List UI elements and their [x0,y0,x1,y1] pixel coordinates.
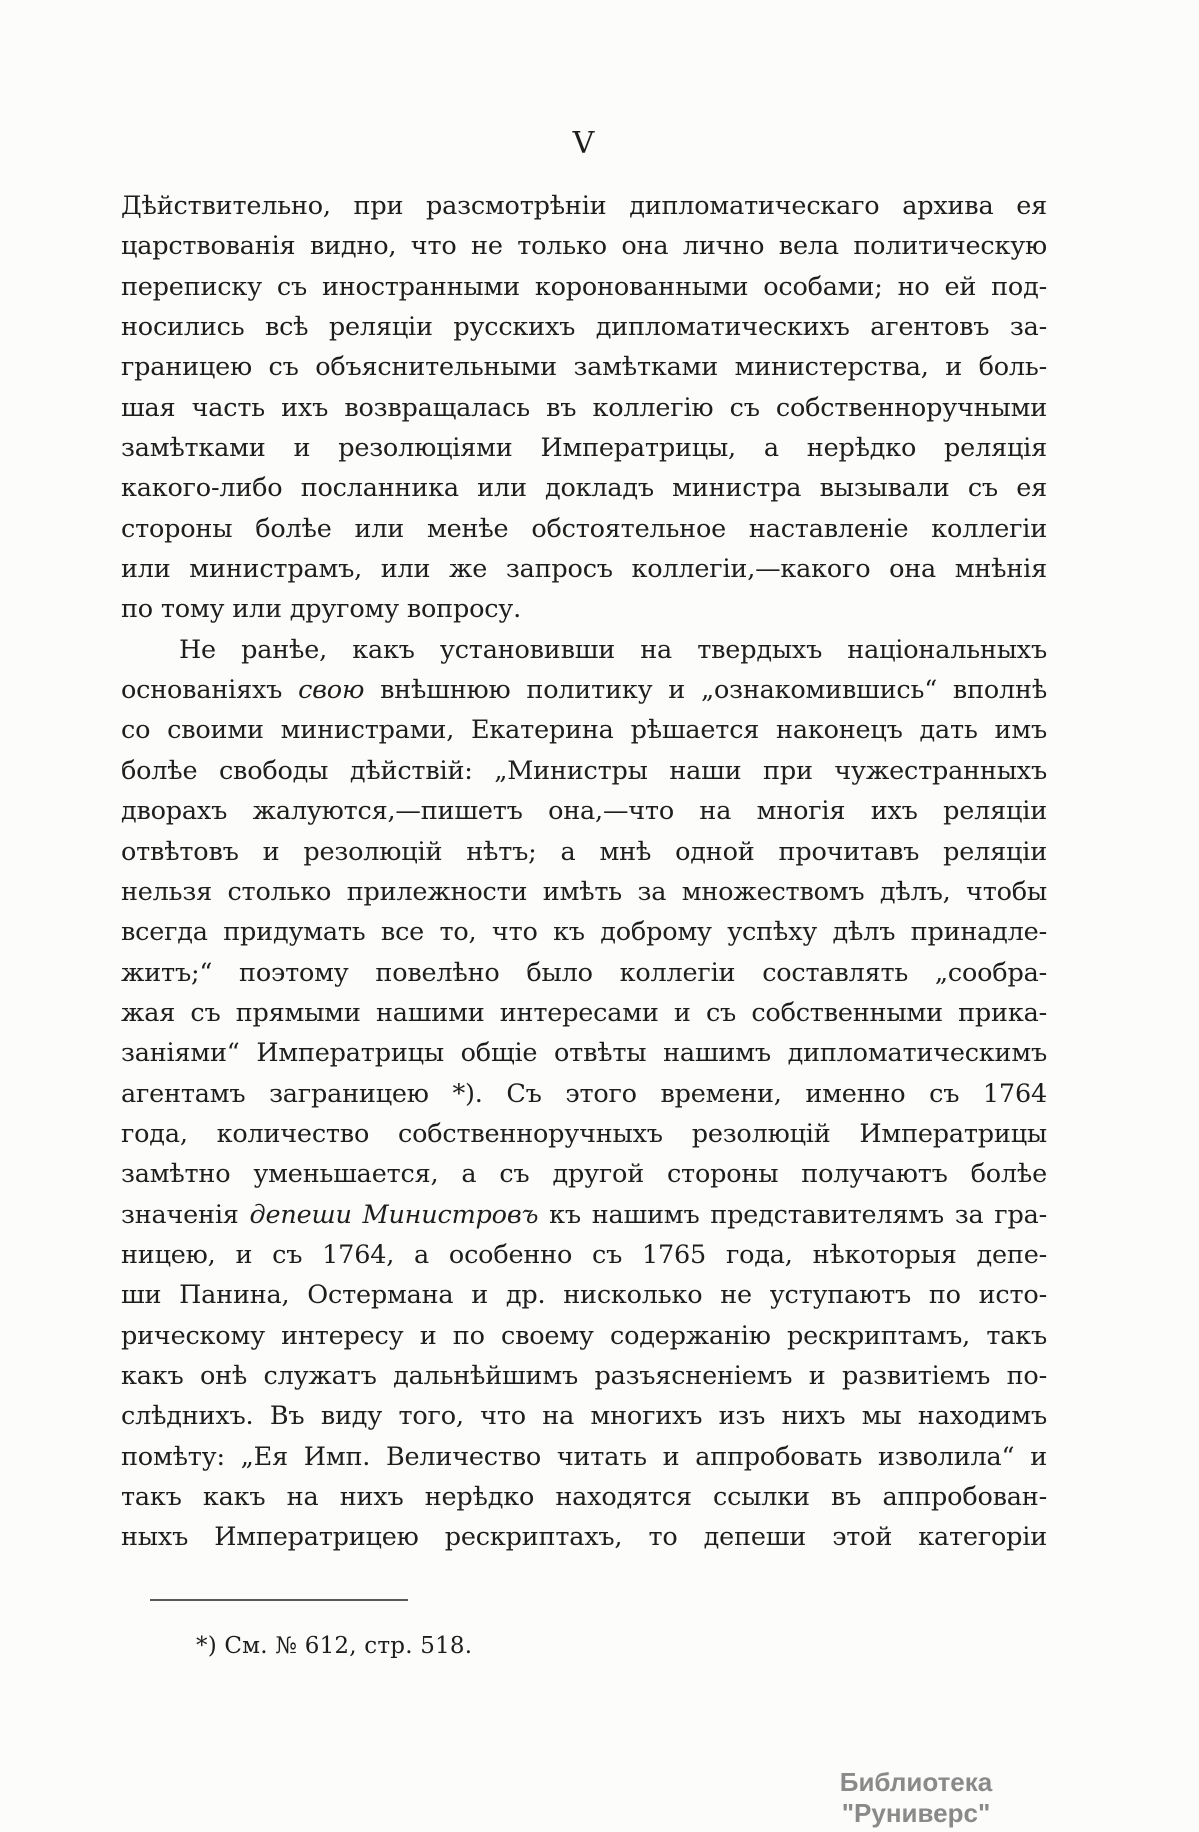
text-line: замѣтно уменьшается, а съ другой стороны получаютъ болѣе [121,1159,1047,1190]
text-line: дворахъ жалуются,—пишетъ она,—что на многія ихъ реляціи [121,796,1047,827]
text-line: жая съ прямыми нашими интересами и съ собственными прика- [121,997,1047,1028]
text-line: такъ какъ на нихъ нерѣдко находятся ссылки въ аппробован- [121,1482,1047,1512]
text-line: стороны болѣе или менѣе обстоятельное наставленіе коллегіи [121,513,1047,544]
text-line: агентамъ заграницею *). Съ этого времени, именно съ 1764 [121,1078,1047,1109]
footnote-text: *) См. № 612, стр. 518. [196,1633,473,1659]
body-text [121,186,1047,1558]
text-line: ши Панина, Остермана и др. нисколько не уступаютъ по исто- [121,1280,1047,1311]
text-line: значенія депеши Министровъ къ нашимъ представителямъ за гра- [121,1199,1048,1230]
text-line: помѣту: „Ея Имп. Величество читать и аппробовать изволила“ и [121,1441,1047,1472]
paragraph [121,630,1047,1558]
text-line: какъ онѣ служатъ дальнѣйшимъ разъясненіемъ и развитіемъ по- [121,1360,1047,1391]
text-line: рическому интересу и по своему содержанію рескриптамъ, такъ [121,1320,1047,1351]
library-watermark: Библиотека "Руниверс" [839,1767,993,1828]
text-line: всегда придумать все то, что къ доброму успѣху дѣлъ принадле- [121,917,1047,948]
text-line: слѣднихъ. Въ виду того, что на многихъ изъ нихъ мы находимъ [121,1401,1047,1432]
text-line: года, количество собственноручныхъ резолюцій Императрицы [121,1118,1047,1149]
text-line: основаніяхъ свою внѣшнюю политику и „ознакомившись“ вполнѣ [121,675,1047,706]
text-line: переписку съ иностранными коронованными особами; но ей под- [121,271,1047,302]
text-line: отвѣтовъ и резолюцій нѣтъ; а мнѣ одной прочитавъ реляціи [121,836,1047,867]
page-number: V [572,126,596,161]
text-line: Не ранѣе, какъ установивши на твердыхъ національныхъ [179,634,1047,665]
text-line: царствованія видно, что не только она лично вела политическую [121,231,1047,262]
text-line: какого-либо посланника или докладъ министра вызывали съ ея [121,473,1047,504]
text-line: ницею, и съ 1764, а особенно съ 1765 года, нѣкоторыя депе- [121,1239,1047,1270]
text-line: шая часть ихъ возвращалась въ коллегію съ собственноручными [121,392,1047,423]
text-line: ныхъ Императрицею рескриптахъ, то депеши этой категоріи [121,1522,1047,1553]
paragraph [121,186,1047,630]
text-line: житъ;“ поэтому повелѣно было коллегіи составлять „сообра- [121,957,1047,988]
text-line: Дѣйствительно, при разсмотрѣніи дипломатическаго архива ея [121,191,1047,221]
text-line: болѣе свободы дѣйствій: „Министры наши при чужестранныхъ [121,755,1047,786]
footnote-divider [150,1599,408,1601]
text-line: или министрамъ, или же запросъ коллегіи,—какого она мнѣнія [121,554,1047,585]
text-line: границею съ объяснительными замѣтками министерства, и боль- [121,352,1047,383]
text-line: по тому или другому вопросу. [121,594,522,625]
text-line: носились всѣ реляціи русскихъ дипломатическихъ агентовъ за- [121,312,1047,343]
text-line: заніями“ Императрицы общіе отвѣты нашимъ дипломатическимъ [121,1038,1047,1069]
text-line: нельзя столько прилежности имѣть за множествомъ дѣлъ, чтобы [121,876,1047,907]
text-line: замѣтками и резолюціями Императрицы, а нерѣдко реляція [121,433,1047,464]
text-line: со своими министрами, Екатерина рѣшается наконецъ дать имъ [121,715,1047,746]
